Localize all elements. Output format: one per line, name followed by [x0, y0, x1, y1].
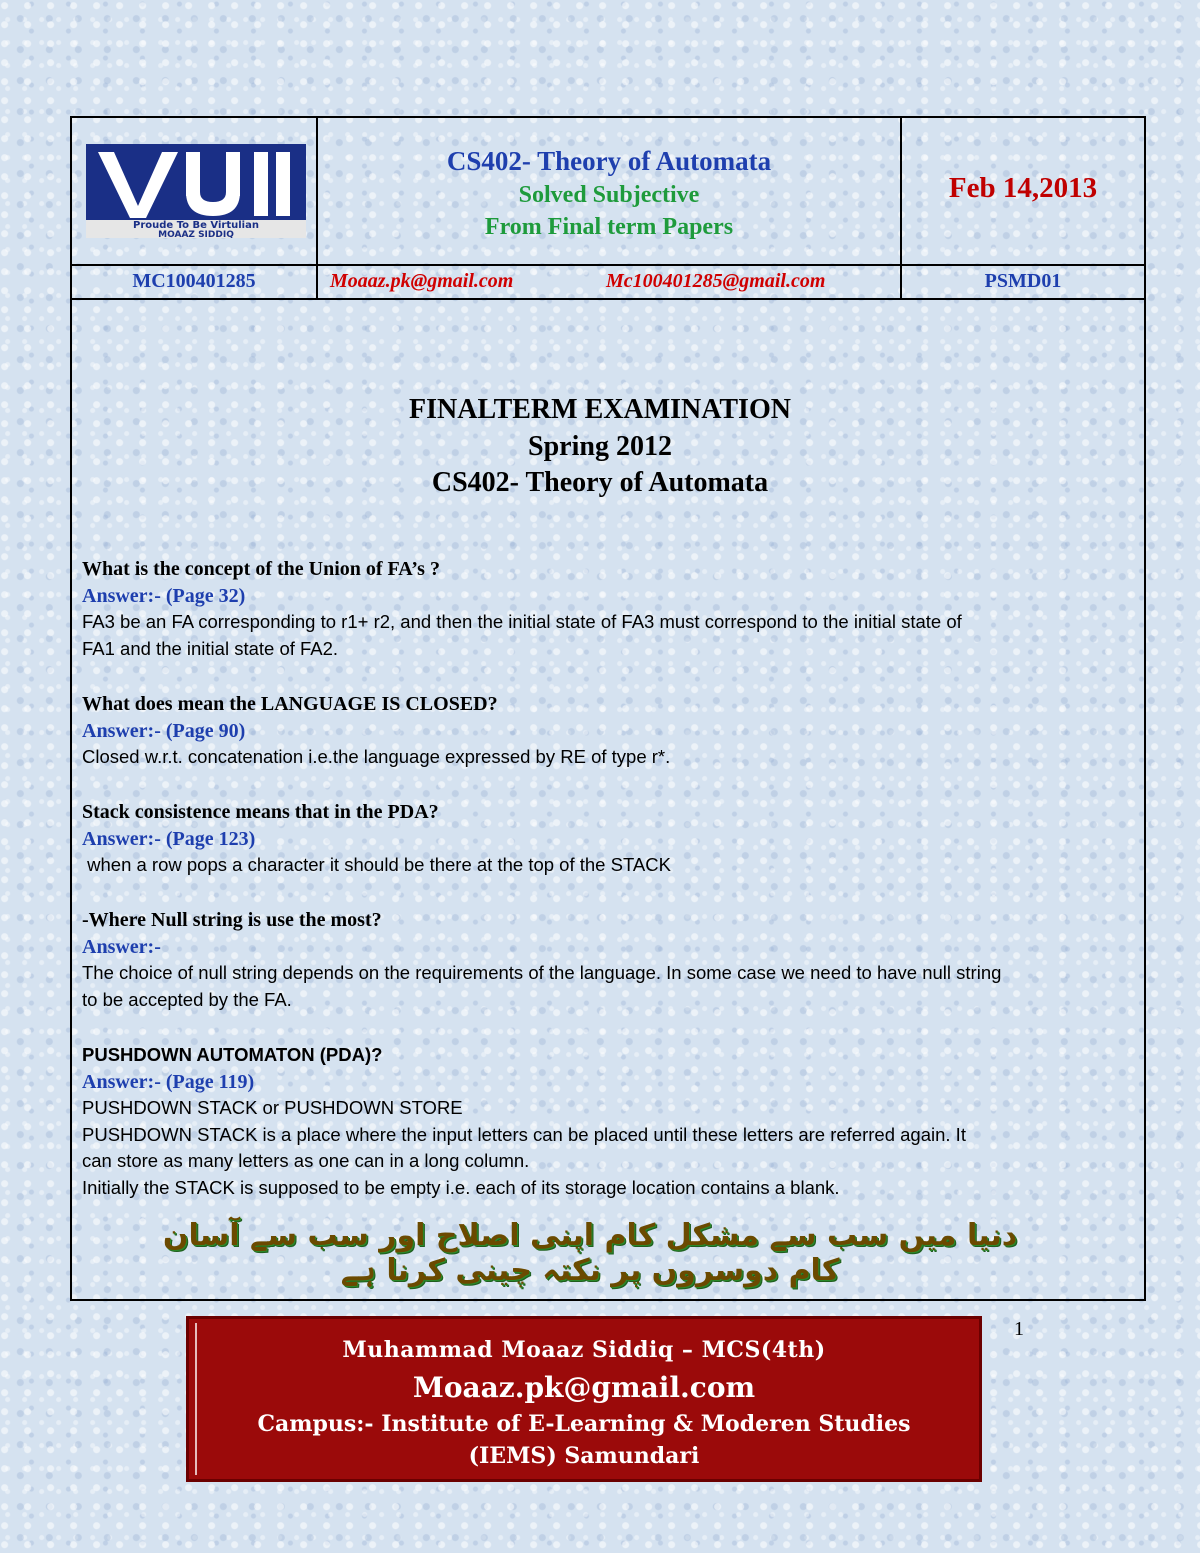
code-cell [902, 266, 1144, 298]
answer-label: Answer:- (Page 119) [82, 1070, 255, 1093]
answer-label: Answer:- (Page 123) [82, 827, 256, 850]
author-campus: Campus:- Institute of E-Learning & Moderen Studies [257, 1411, 911, 1437]
question-text: What is the concept of the Union of FA’s ? [82, 558, 440, 580]
logo-name: MOAAZ SIDDIQ [158, 230, 234, 238]
exam-term: Spring 2012 [528, 431, 672, 462]
email-cell [318, 266, 902, 298]
answer-text: PUSHDOWN STACK is a place where the input letters can be placed until these letters are referred again. It [82, 1123, 966, 1145]
vu-logo [86, 144, 306, 238]
author-footer [186, 1316, 982, 1482]
logo-cell [72, 118, 318, 264]
logo-tagline: Proude To Be Virtulian [133, 220, 259, 231]
date-cell [902, 118, 1144, 264]
email-link-2[interactable]: Mc100401285@gmail.com [606, 270, 826, 292]
page-number: 1 [1014, 1318, 1024, 1340]
urdu-quote: دنیا میں سب سے مشکل کام اپنی اصلاح اور سب سے آسان کام دوسروں پر نکتہ چینی کرنا ہے [162, 1218, 1018, 1288]
question-block [82, 907, 1142, 1013]
answer-text: can store as many letters as one can in a long column. [82, 1150, 530, 1171]
author-name: Muhammad Moaaz Siddiq – MCS(4th) [342, 1337, 826, 1363]
answer-text: to be accepted by the FA. [82, 988, 292, 1010]
answer-text: The choice of null string depends on the requirements of the language. In some case we need to have null string [82, 962, 1002, 983]
question-text: Stack consistence means that in the PDA? [82, 801, 439, 823]
answer-label: Answer:- (Page 32) [82, 584, 246, 607]
document-date: Feb 14,2013 [948, 172, 1098, 204]
exam-title: FINALTERM EXAMINATION [409, 394, 791, 425]
author-email[interactable]: Moaaz.pk@gmail.com [412, 1371, 756, 1404]
answer-text: Closed w.r.t. concatenation i.e.the language expressed by RE of type r*. [82, 746, 671, 767]
course-subtitle-2: From Final term Papers [484, 214, 734, 240]
exam-course: CS402- Theory of Automata [431, 467, 769, 498]
question-text: PUSHDOWN AUTOMATON (PDA)? [82, 1044, 383, 1065]
document-code: PSMD01 [984, 270, 1062, 292]
author-campus-2: (IEMS) Samundari [468, 1443, 700, 1469]
answer-text: FA3 be an FA corresponding to r1+ r2, and then the initial state of FA3 must correspond to the initial state of [82, 611, 962, 632]
student-id: MC100401285 [132, 270, 256, 292]
answer-label: Answer:- [82, 935, 161, 958]
answer-text: when a row pops a character it should be there at the top of the STACK [82, 854, 671, 875]
answer-text: FA1 and the initial state of FA2. [82, 637, 339, 659]
question-text: -Where Null string is use the most? [82, 909, 382, 931]
question-block [82, 691, 1142, 771]
id-cell [72, 266, 318, 298]
email-link-1[interactable]: Moaaz.pk@gmail.com [330, 270, 514, 292]
header-row [72, 118, 1144, 266]
course-subtitle: Solved Subjective [518, 182, 700, 208]
info-row [72, 266, 1144, 300]
answer-label: Answer:- (Page 90) [82, 719, 246, 742]
question-block [82, 1042, 1142, 1201]
course-title: CS402- Theory of Automata [446, 146, 772, 176]
answer-text: Initially the STACK is supposed to be empty i.e. each of its storage location contains a blank. [82, 1176, 840, 1198]
question-block [82, 556, 1142, 662]
question-block [82, 799, 1142, 879]
title-cell [318, 118, 902, 264]
answer-text: PUSHDOWN STACK or PUSHDOWN STORE [82, 1097, 463, 1118]
question-text: What does mean the LANGUAGE IS CLOSED? [82, 693, 498, 715]
